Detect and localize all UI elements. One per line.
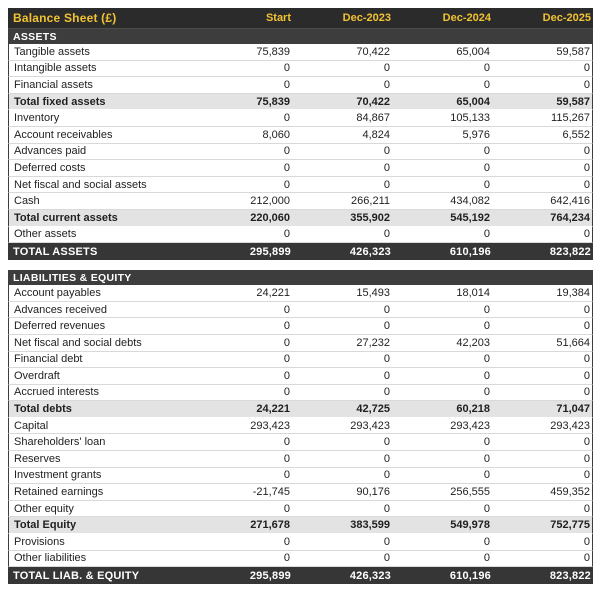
table-row (8, 335, 593, 352)
row-value-dec-2023: 383,599 (350, 519, 390, 532)
table-row (8, 434, 593, 451)
row-label: Deferred costs (14, 161, 86, 174)
row-value-dec-2024: 549,978 (450, 519, 490, 532)
row-label: Advances paid (14, 145, 87, 158)
table-row (8, 29, 593, 44)
column-header-dec-2024: Dec-2024 (442, 12, 491, 24)
table-row (8, 193, 593, 210)
table-row (8, 551, 593, 568)
row-value-dec-2023: 0 (383, 535, 390, 548)
row-value-dec-2025: 0 (583, 320, 590, 333)
row-label: Account receivables (14, 128, 113, 141)
row-value-dec-2024: 256,555 (450, 486, 490, 499)
row-value-start: 8,060 (262, 128, 290, 141)
row-value-dec-2023: 27,232 (356, 336, 390, 349)
row-value-dec-2023: 42,725 (356, 403, 390, 416)
row-value-dec-2024: 60,218 (456, 403, 490, 416)
row-value-start: 0 (283, 145, 290, 158)
row-value-dec-2024: 5,976 (462, 128, 490, 141)
row-label: Overdraft (14, 369, 60, 382)
row-value-dec-2025: 752,775 (550, 519, 590, 532)
row-label: ASSETS (13, 30, 57, 43)
row-value-dec-2024: 0 (483, 552, 490, 565)
section-gap (8, 260, 593, 270)
row-value-dec-2025: 0 (583, 228, 590, 241)
row-label: Total Equity (14, 519, 77, 532)
row-value-dec-2024: 610,196 (449, 569, 491, 582)
row-label: TOTAL LIAB. & EQUITY (13, 569, 140, 582)
row-label: Advances received (14, 303, 107, 316)
row-value-dec-2024: 0 (483, 386, 490, 399)
row-value-dec-2023: 0 (383, 452, 390, 465)
row-value-start: 24,221 (256, 403, 290, 416)
row-value-dec-2024: 0 (483, 178, 490, 191)
row-label: Financial debt (14, 353, 83, 366)
table-row (8, 385, 593, 402)
table-row (8, 270, 593, 285)
row-value-dec-2025: 71,047 (556, 403, 590, 416)
column-header-dec-2025: Dec-2025 (542, 12, 591, 24)
row-label: Reserves (14, 452, 61, 465)
table-row (8, 484, 593, 501)
row-value-dec-2024: 0 (483, 353, 490, 366)
row-value-dec-2025: 0 (583, 535, 590, 548)
table-row (8, 451, 593, 468)
row-value-start: 212,000 (250, 195, 290, 208)
row-value-dec-2024: 18,014 (456, 286, 490, 299)
row-value-start: 0 (283, 552, 290, 565)
table-row (8, 210, 593, 227)
row-value-dec-2023: 70,422 (356, 45, 390, 58)
row-value-dec-2023: 355,902 (350, 211, 390, 224)
row-value-start: 0 (283, 178, 290, 191)
row-label: Other equity (14, 502, 74, 515)
row-value-dec-2025: 59,587 (556, 45, 590, 58)
row-label: Total debts (14, 403, 72, 416)
row-value-dec-2023: 0 (383, 161, 390, 174)
row-value-start: 0 (283, 369, 290, 382)
row-label: Intangible assets (14, 62, 97, 75)
row-value-dec-2024: 0 (483, 369, 490, 382)
row-value-dec-2024: 0 (483, 78, 490, 91)
row-value-dec-2023: 0 (383, 62, 390, 75)
row-label: Shareholders' loan (14, 436, 106, 449)
row-value-dec-2024: 42,203 (456, 336, 490, 349)
row-value-dec-2025: 0 (583, 369, 590, 382)
row-value-start: 295,899 (249, 569, 291, 582)
column-header-dec-2023: Dec-2023 (342, 12, 391, 24)
row-label: Investment grants (14, 469, 102, 482)
row-value-dec-2025: 0 (583, 353, 590, 366)
column-header-start: Start (265, 12, 291, 24)
table-row (8, 144, 593, 161)
row-value-dec-2025: 0 (583, 161, 590, 174)
row-value-dec-2025: 0 (583, 62, 590, 75)
row-value-dec-2023: 0 (383, 228, 390, 241)
table-row (8, 77, 593, 94)
row-value-start: 0 (283, 320, 290, 333)
row-value-dec-2025: 0 (583, 552, 590, 565)
row-value-start: 75,839 (256, 45, 290, 58)
row-label: Total current assets (14, 211, 118, 224)
row-value-dec-2023: 84,867 (356, 112, 390, 125)
table-row (8, 534, 593, 551)
row-value-dec-2024: 0 (483, 303, 490, 316)
row-label: Financial assets (14, 78, 93, 91)
row-value-dec-2025: 0 (583, 452, 590, 465)
row-label: Retained earnings (14, 486, 104, 499)
row-value-dec-2024: 0 (483, 320, 490, 333)
table-row (8, 567, 593, 584)
row-label: Net fiscal and social debts (14, 336, 142, 349)
row-label: Capital (14, 419, 49, 432)
row-value-dec-2025: 0 (583, 145, 590, 158)
row-value-start: 0 (283, 452, 290, 465)
table-row (8, 227, 593, 244)
row-label: Account payables (14, 286, 101, 299)
table-body (8, 29, 593, 584)
table-row (8, 468, 593, 485)
row-value-dec-2023: 266,211 (351, 195, 390, 208)
row-value-dec-2024: 0 (483, 535, 490, 548)
row-value-dec-2023: 0 (383, 436, 390, 449)
row-label: Accrued interests (14, 386, 99, 399)
table-row (8, 368, 593, 385)
table-row (8, 243, 593, 260)
row-value-dec-2025: 0 (583, 436, 590, 449)
row-value-start: 0 (283, 535, 290, 548)
row-value-dec-2024: 0 (483, 62, 490, 75)
row-value-dec-2023: 70,422 (356, 95, 390, 108)
row-value-dec-2024: 0 (483, 452, 490, 465)
row-value-start: -21,745 (252, 486, 290, 499)
row-value-dec-2024: 0 (483, 145, 490, 158)
row-value-dec-2024: 0 (483, 502, 490, 515)
table-row (8, 401, 593, 418)
row-value-dec-2024: 65,004 (456, 95, 490, 108)
row-value-start: 0 (283, 436, 290, 449)
row-value-start: 220,060 (250, 211, 290, 224)
row-value-dec-2023: 0 (383, 145, 390, 158)
table-row (8, 61, 593, 78)
row-value-dec-2023: 426,323 (349, 245, 391, 258)
row-value-dec-2023: 0 (383, 552, 390, 565)
table-row (8, 302, 593, 319)
row-value-dec-2024: 610,196 (449, 245, 491, 258)
row-value-dec-2023: 0 (383, 353, 390, 366)
row-value-dec-2023: 0 (383, 469, 390, 482)
row-value-dec-2023: 0 (383, 78, 390, 91)
table-row (8, 285, 593, 302)
table-row (8, 517, 593, 534)
row-label: Net fiscal and social assets (14, 178, 147, 191)
table-row (8, 418, 593, 435)
row-value-dec-2023: 0 (383, 303, 390, 316)
row-value-dec-2024: 65,004 (456, 45, 490, 58)
row-value-dec-2024: 0 (483, 161, 490, 174)
table-header-row (8, 8, 593, 29)
row-label: TOTAL ASSETS (13, 245, 98, 258)
row-value-dec-2024: 0 (483, 469, 490, 482)
row-value-start: 0 (283, 469, 290, 482)
row-value-dec-2025: 0 (583, 502, 590, 515)
table-row (8, 127, 593, 144)
row-value-dec-2025: 0 (583, 303, 590, 316)
row-value-dec-2024: 0 (483, 436, 490, 449)
row-value-start: 0 (283, 336, 290, 349)
row-label: Inventory (14, 112, 60, 125)
row-value-dec-2025: 764,234 (550, 211, 590, 224)
row-value-start: 0 (283, 353, 290, 366)
row-value-dec-2023: 0 (383, 502, 390, 515)
row-value-dec-2023: 0 (383, 386, 390, 399)
row-value-start: 0 (283, 386, 290, 399)
row-value-dec-2025: 0 (583, 78, 590, 91)
row-value-dec-2025: 51,664 (556, 336, 590, 349)
row-label: Deferred revenues (14, 320, 106, 333)
row-value-start: 0 (283, 62, 290, 75)
row-value-dec-2025: 6,552 (562, 128, 590, 141)
row-value-start: 24,221 (256, 286, 290, 299)
row-value-dec-2025: 19,384 (556, 286, 590, 299)
row-value-dec-2023: 0 (383, 320, 390, 333)
page-title: Balance Sheet (£) (13, 11, 117, 25)
row-value-dec-2024: 545,192 (450, 211, 490, 224)
row-label: Other liabilities (14, 552, 87, 565)
row-value-start: 0 (283, 78, 290, 91)
row-label: Other assets (14, 228, 77, 241)
row-value-dec-2025: 293,423 (550, 419, 590, 432)
row-value-dec-2023: 4,824 (362, 128, 390, 141)
table-row (8, 352, 593, 369)
row-value-dec-2023: 293,423 (350, 419, 390, 432)
row-value-start: 0 (283, 228, 290, 241)
row-value-dec-2023: 426,323 (349, 569, 391, 582)
row-label: Tangible assets (14, 45, 90, 58)
table-row (8, 94, 593, 111)
row-value-start: 0 (283, 161, 290, 174)
table-row (8, 110, 593, 127)
balance-sheet-table (8, 8, 593, 584)
row-value-start: 295,899 (249, 245, 291, 258)
row-value-start: 293,423 (250, 419, 290, 432)
row-value-dec-2025: 0 (583, 178, 590, 191)
row-value-dec-2024: 293,423 (450, 419, 490, 432)
row-label: Cash (14, 195, 40, 208)
row-value-dec-2024: 105,133 (450, 112, 490, 125)
row-value-dec-2023: 0 (383, 178, 390, 191)
row-value-dec-2025: 459,352 (550, 486, 590, 499)
table-row (8, 160, 593, 177)
table-row (8, 44, 593, 61)
row-value-start: 0 (283, 303, 290, 316)
row-value-dec-2025: 823,822 (549, 569, 591, 582)
row-value-dec-2025: 0 (583, 469, 590, 482)
row-value-dec-2025: 642,416 (550, 195, 590, 208)
row-value-start: 271,678 (250, 519, 290, 532)
table-row (8, 501, 593, 518)
row-value-start: 75,839 (256, 95, 290, 108)
row-value-dec-2025: 823,822 (549, 245, 591, 258)
row-value-start: 0 (283, 112, 290, 125)
row-value-dec-2025: 59,587 (556, 95, 590, 108)
row-value-dec-2024: 434,082 (450, 195, 490, 208)
row-value-dec-2024: 0 (483, 228, 490, 241)
row-value-dec-2023: 15,493 (356, 286, 390, 299)
row-label: Provisions (14, 535, 65, 548)
row-label: Total fixed assets (14, 95, 106, 108)
row-value-dec-2023: 0 (383, 369, 390, 382)
row-value-start: 0 (283, 502, 290, 515)
table-row (8, 177, 593, 194)
row-value-dec-2025: 0 (583, 386, 590, 399)
row-label: LIABILITIES & EQUITY (13, 271, 132, 284)
row-value-dec-2023: 90,176 (356, 486, 390, 499)
row-value-dec-2025: 115,267 (551, 112, 590, 125)
table-row (8, 318, 593, 335)
